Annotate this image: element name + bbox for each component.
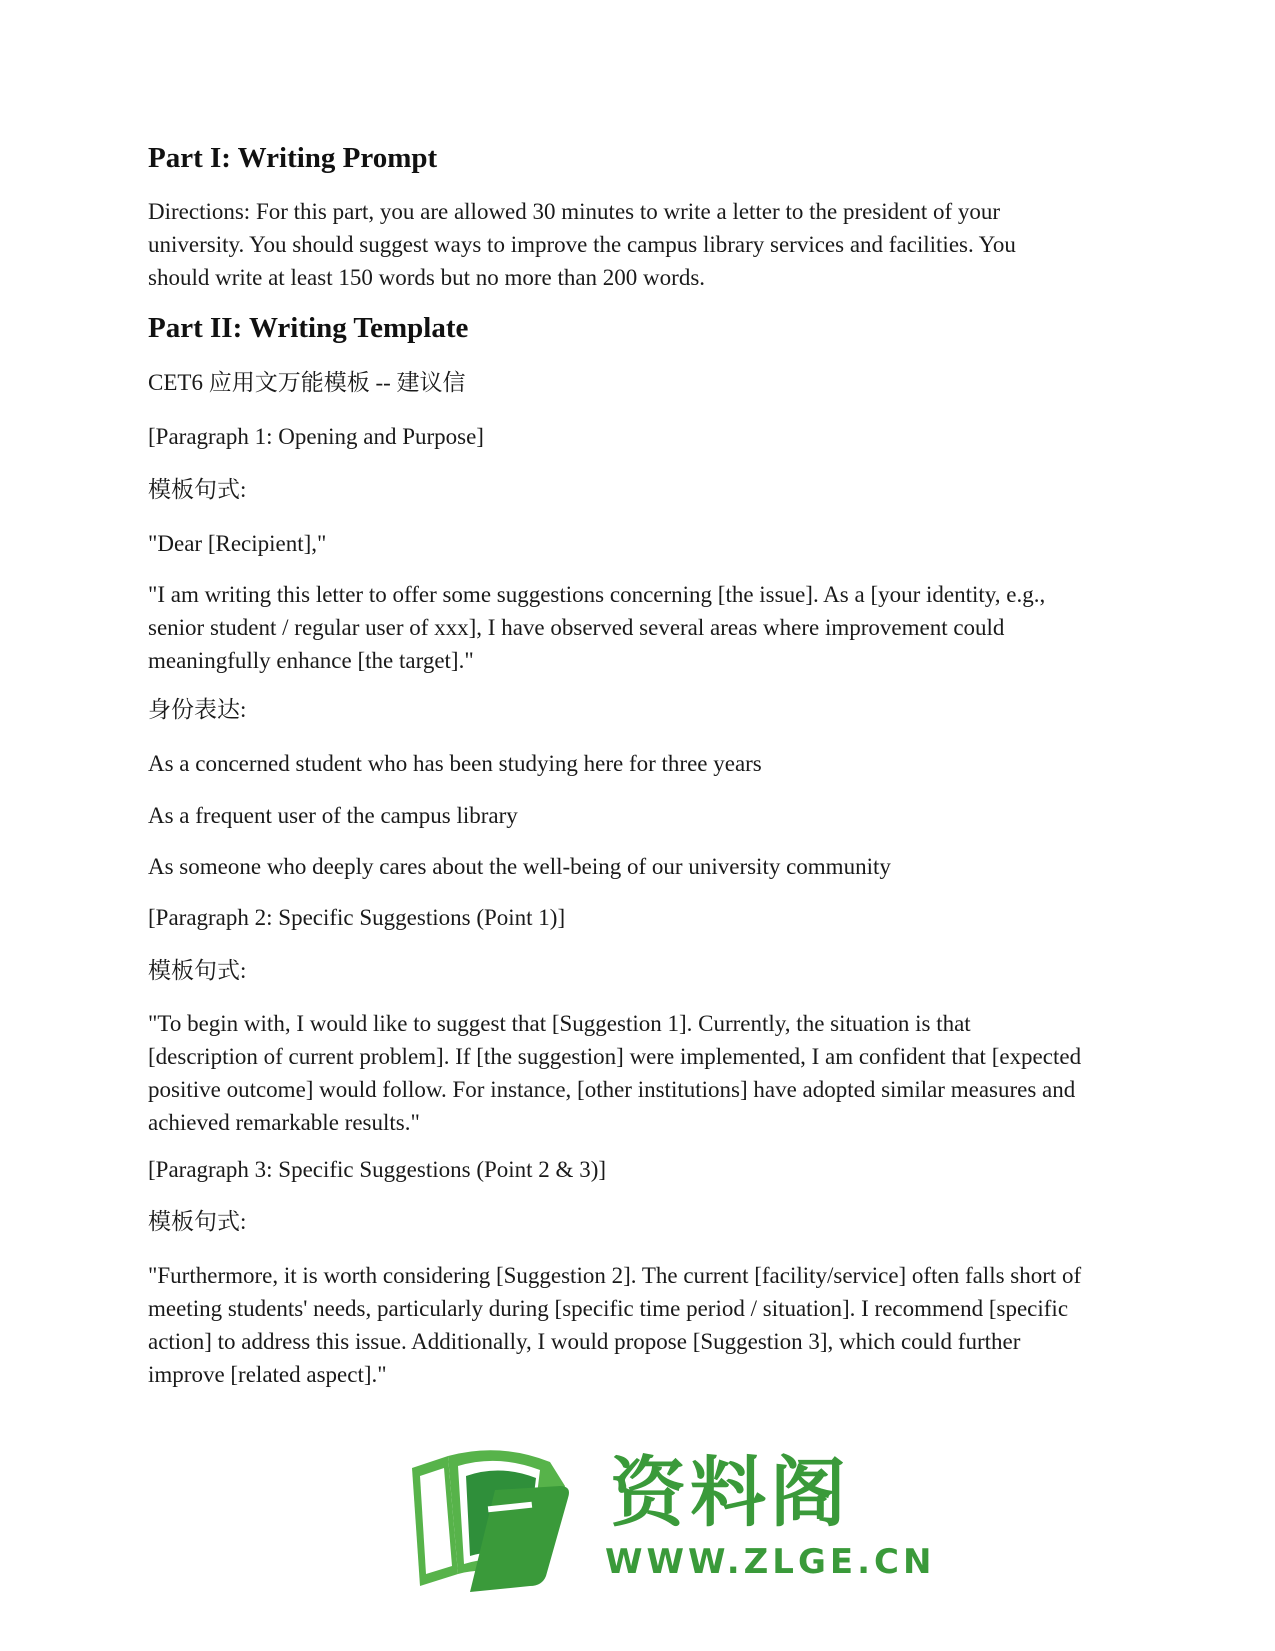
watermark <box>400 1446 936 1596</box>
part2-heading: Part II: Writing Template <box>148 312 469 344</box>
identity-label: 身份表达: <box>148 697 247 722</box>
watermark-name: 资料阁 <box>610 1448 850 1537</box>
watermark-url: WWW.ZLGE.CN <box>605 1542 936 1582</box>
identity-option: As a frequent user of the campus library <box>148 803 518 828</box>
template-label: 模板句式: <box>148 1209 247 1234</box>
opening-template: "I am writing this letter to offer some suggestions concerning [the issue]. As a [your identity, e.g., senior student / regular user of xxx], I have observed several areas where improvement could meaningfully enhance [the target]." <box>148 582 1046 673</box>
identity-option: As someone who deeply cares about the well-being of our university community <box>148 854 891 879</box>
template-label: 模板句式: <box>148 958 247 983</box>
template-label: 模板句式: <box>148 477 247 502</box>
paragraph2-label: [Paragraph 2: Specific Suggestions (Point 1)] <box>148 905 566 930</box>
book-logo-icon <box>400 1446 600 1596</box>
greeting-template: "Dear [Recipient]," <box>148 531 327 556</box>
paragraph1-label: [Paragraph 1: Opening and Purpose] <box>148 424 484 449</box>
paragraph2-template: "To begin with, I would like to suggest that [Suggestion 1]. Currently, the situation is that [description of current problem]. If [the suggestion] were implemented, I am confident that [expected positive outcome] would follow. For instance, [other institutions] have adopted similar measures and achieved remarkable results." <box>148 1011 1082 1135</box>
paragraph3-template: "Furthermore, it is worth considering [Suggestion 2]. The current [facility/service] often falls short of meeting students' needs, particularly during [specific time period / situation]. I recommend [specific action] to address this issue. Additionally, I would propose [Suggestion 3], which could further improve [related aspect]." <box>148 1263 1082 1387</box>
part1-heading: Part I: Writing Prompt <box>148 142 438 174</box>
paragraph3-label: [Paragraph 3: Specific Suggestions (Point 2 & 3)] <box>148 1157 607 1182</box>
template-subtitle: CET6 应用文万能模板 -- 建议信 <box>148 370 466 395</box>
identity-option: As a concerned student who has been studying here for three years <box>148 751 762 776</box>
part1-directions: Directions: For this part, you are allowed 30 minutes to write a letter to the president of your university. You should suggest ways to improve the campus library services and facilities. You should write at least 150 words but no more than 200 words. <box>148 199 1016 290</box>
